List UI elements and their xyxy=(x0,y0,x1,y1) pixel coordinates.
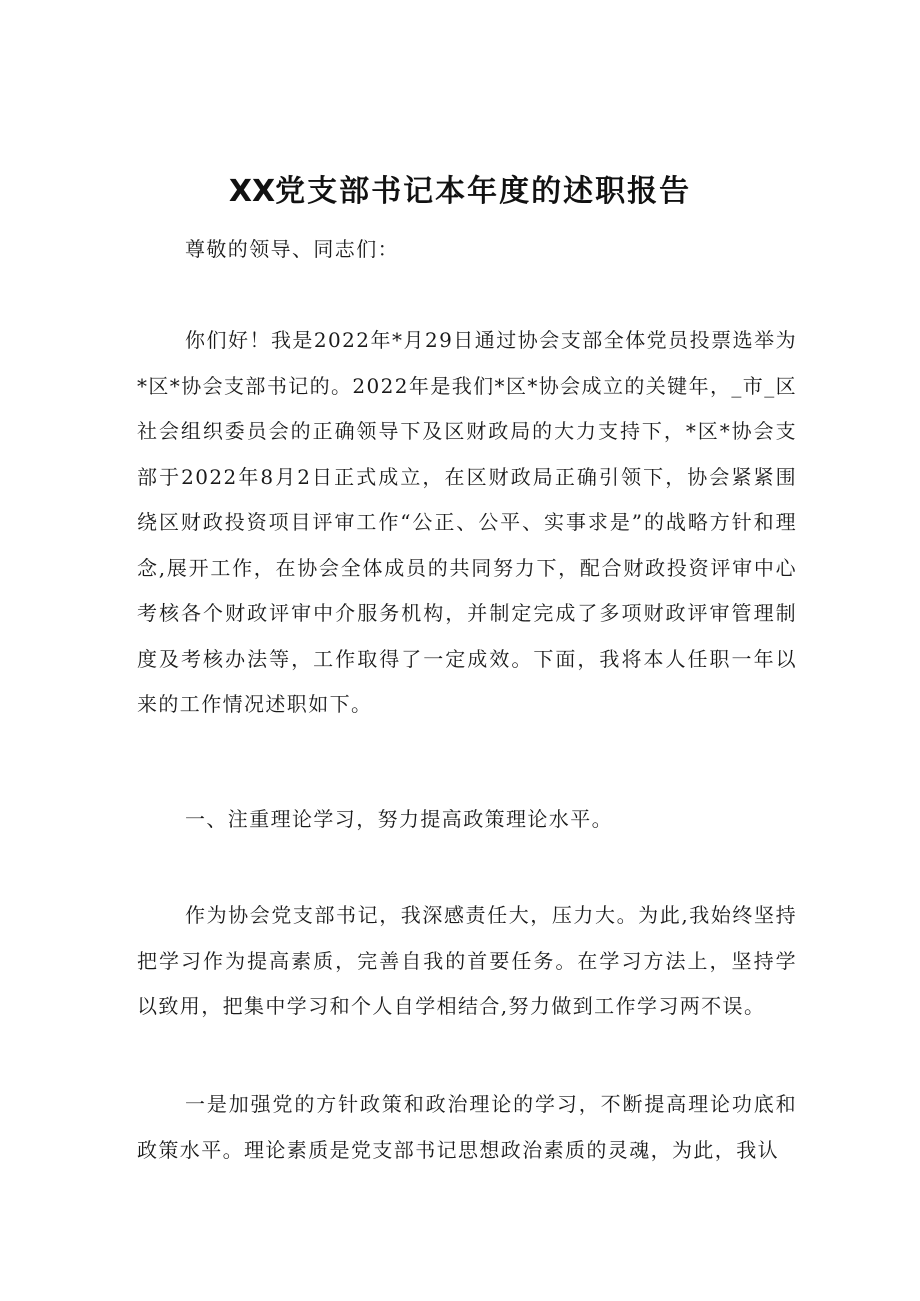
title-main: 党支部书记本年度的述职报告 xyxy=(275,174,692,210)
document-title xyxy=(0,170,920,214)
title-prefix: XX xyxy=(228,174,276,210)
greeting-paragraph: 尊敬的领导、同志们： xyxy=(185,237,399,261)
intro-paragraph: 你们好！我是2022年*月29日通过协会支部全体党员投票选举为*区*协会支部书记的。2022年是我们*区*协会成立的关键年，_市_区社会组织委员会的正确领导下及区财政局的大力支持下，*区*协会支部于2022年8月2日正式成立，在区财政局正确引领下，协会紧紧围绕区财政投资项目评审工作“公正、公平、实事求是”的战略方针和理念,展开工作，在协会全体成员的共同努力下，配合财政投资评审中心考核各个财政评审中介服务机构，并制定完成了多项财政评审管理制度及考核办法等，工作取得了一定成效。下面，我将本人任职一年以来的工作情况述职如下。 xyxy=(137,328,797,716)
study-paragraph: 作为协会党支部书记，我深感责任大，压力大。为此,我始终坚持把学习作为提高素质，完善自我的首要任务。在学习方法上，坚持学以致用，把集中学习和个人自学相结合,努力做到工作学习两不误。 xyxy=(137,903,797,1018)
section-heading-1: 一、注重理论学习，努力提高政策理论水平。 xyxy=(185,807,613,831)
first-point-paragraph: 一是加强党的方针政策和政治理论的学习，不断提高理论功底和政策水平。理论素质是党支部书记思想政治素质的灵魂，为此，我认 xyxy=(137,1092,797,1162)
